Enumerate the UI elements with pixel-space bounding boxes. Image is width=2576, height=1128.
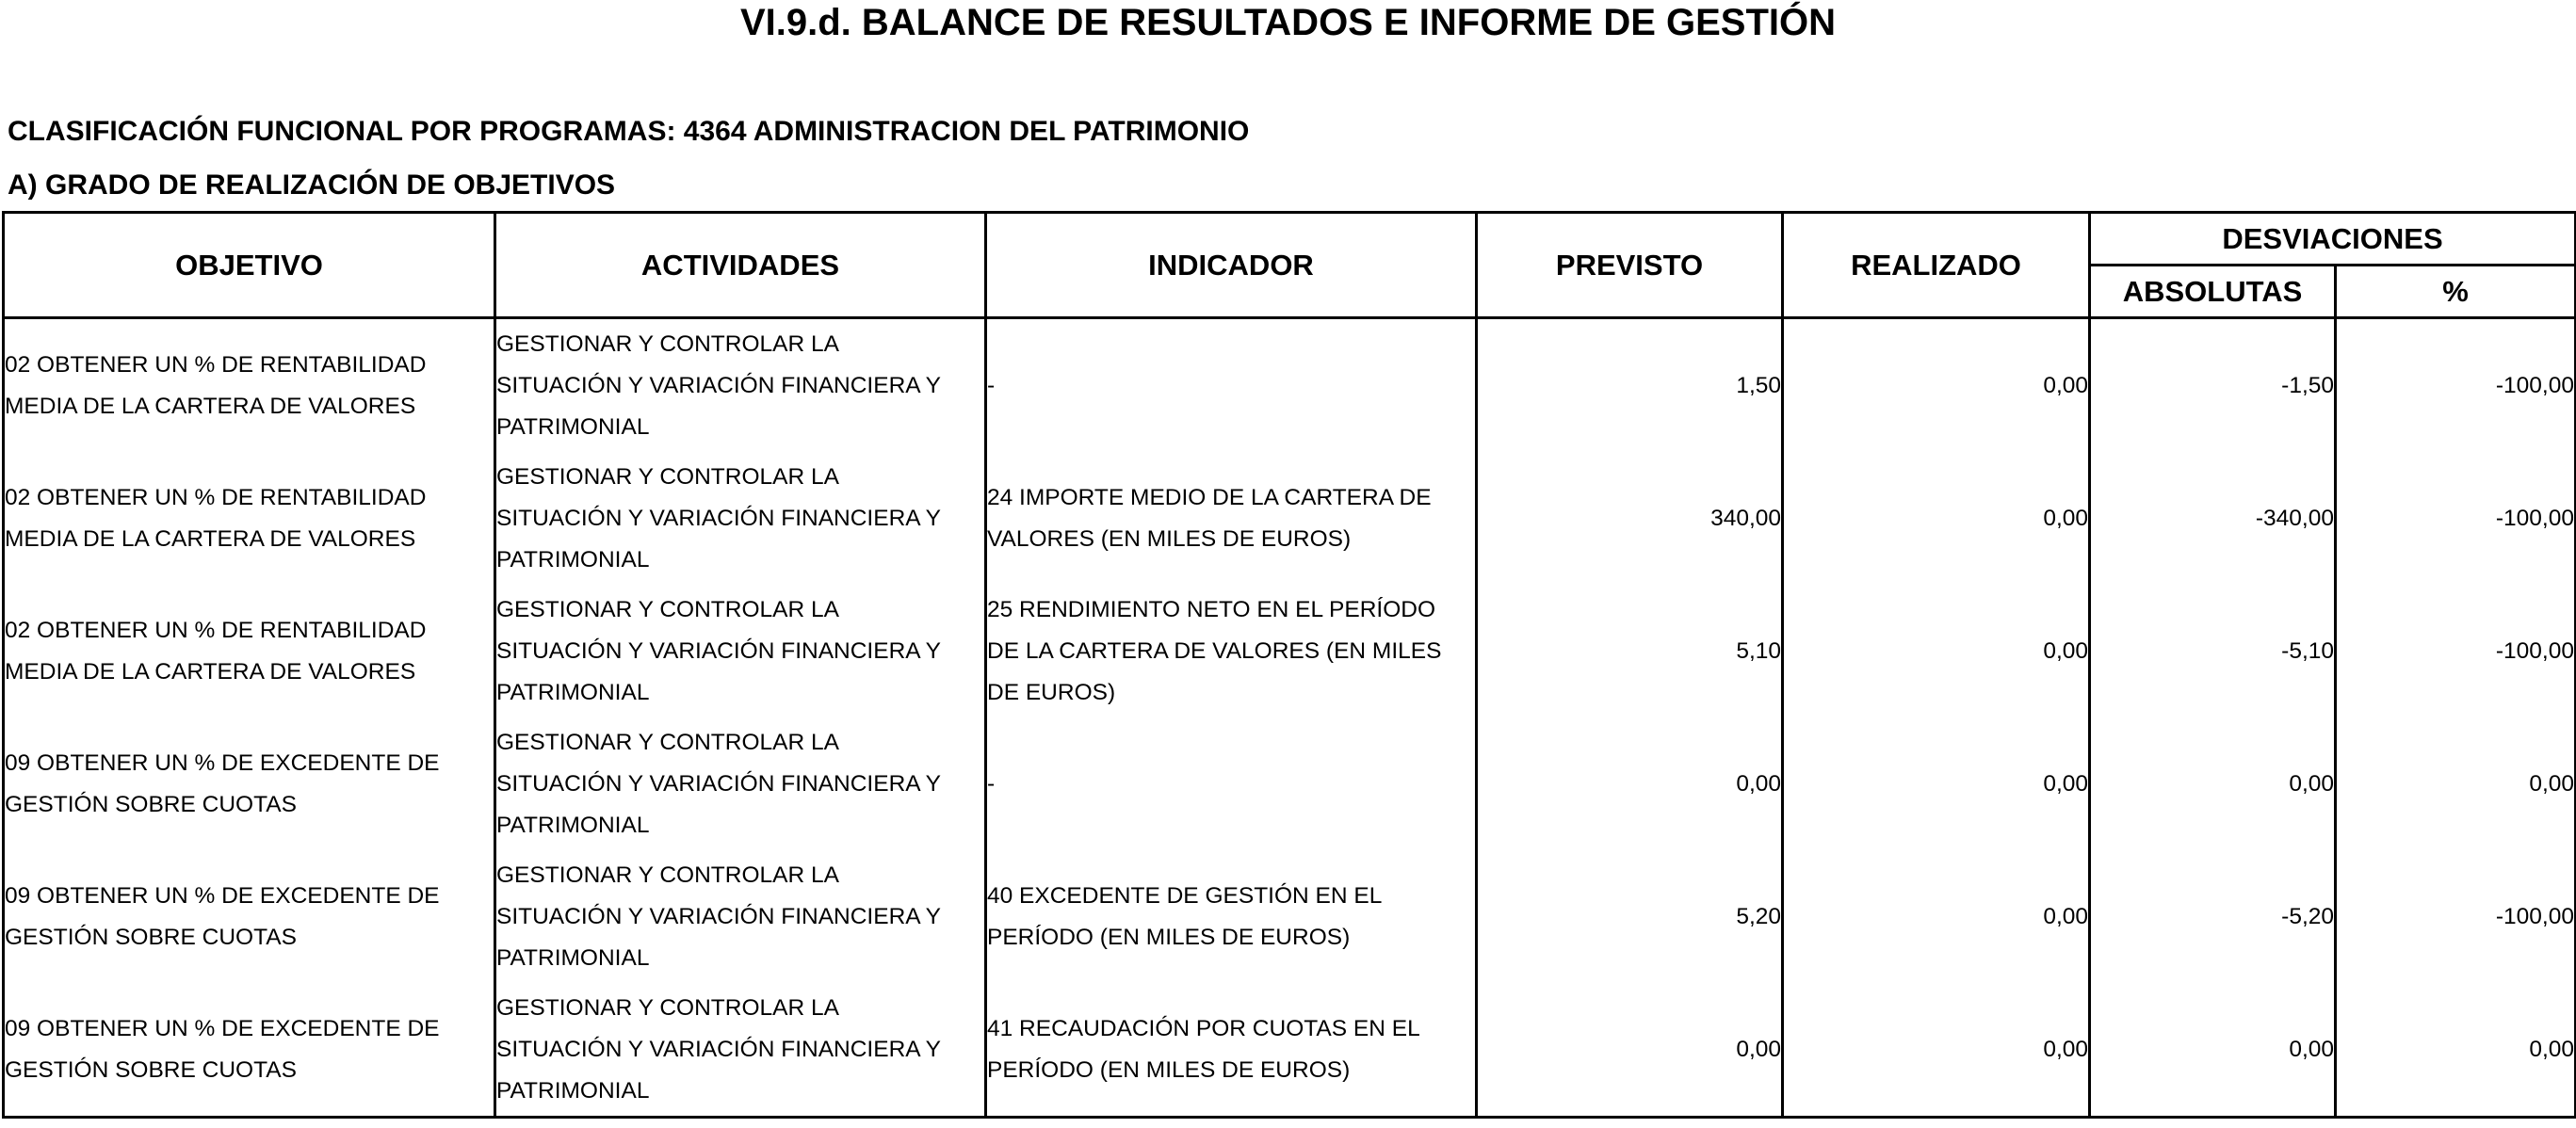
objetivo-line: 09 OBTENER UN % DE EXCEDENTE DE xyxy=(5,749,440,776)
actividades-line: PATRIMONIAL xyxy=(496,1077,650,1104)
header-realizado: REALIZADO xyxy=(1783,213,2090,318)
cell-absolutas: -1,50 xyxy=(2090,318,2336,453)
cell-previsto: 340,00 xyxy=(1477,452,1783,585)
actividades-line: PATRIMONIAL xyxy=(496,546,650,572)
actividades-line: GESTIONAR Y CONTROLAR LA xyxy=(496,862,839,888)
cell-realizado: 0,00 xyxy=(1783,850,2090,983)
cell-actividades xyxy=(495,717,986,850)
objetivo-line: 02 OBTENER UN % DE RENTABILIDAD xyxy=(5,617,427,643)
cell-objetivo xyxy=(4,717,495,850)
indicador-line: - xyxy=(987,372,996,398)
cell-porcentaje: -100,00 xyxy=(2336,452,2576,585)
actividades-line: GESTIONAR Y CONTROLAR LA xyxy=(496,463,839,490)
objetivo-line: 02 OBTENER UN % DE RENTABILIDAD xyxy=(5,484,427,510)
cell-actividades xyxy=(495,850,986,983)
actividades-line: SITUACIÓN Y VARIACIÓN FINANCIERA Y xyxy=(496,637,941,664)
header-objetivo: OBJETIVO xyxy=(4,213,495,318)
cell-absolutas: -5,20 xyxy=(2090,850,2336,983)
section-title: A) GRADO DE REALIZACIÓN DE OBJETIVOS xyxy=(8,169,616,201)
cell-actividades xyxy=(495,585,986,717)
cell-porcentaje: 0,00 xyxy=(2336,717,2576,850)
cell-objetivo xyxy=(4,318,495,453)
header-absolutas: ABSOLUTAS xyxy=(2090,266,2336,318)
objetivo-line: GESTIÓN SOBRE CUOTAS xyxy=(5,924,297,950)
actividades-line: GESTIONAR Y CONTROLAR LA xyxy=(496,729,839,755)
indicador-line: PERÍODO (EN MILES DE EUROS) xyxy=(987,924,1351,950)
page-title: VI.9.d. BALANCE DE RESULTADOS E INFORME DE GESTIÓN xyxy=(739,2,1837,43)
indicador-line: - xyxy=(987,770,996,797)
cell-porcentaje: -100,00 xyxy=(2336,850,2576,983)
table-body xyxy=(4,318,2576,1118)
actividades-line: SITUACIÓN Y VARIACIÓN FINANCIERA Y xyxy=(496,372,941,398)
table-row xyxy=(4,717,2576,850)
cell-objetivo xyxy=(4,452,495,585)
cell-previsto: 0,00 xyxy=(1477,983,1783,1118)
header-previsto: PREVISTO xyxy=(1477,213,1783,318)
actividades-line: PATRIMONIAL xyxy=(496,413,650,440)
cell-absolutas: 0,00 xyxy=(2090,983,2336,1118)
cell-previsto: 5,20 xyxy=(1477,850,1783,983)
header-desviaciones: DESVIACIONES xyxy=(2090,213,2576,266)
objectives-table xyxy=(2,211,2576,1119)
header-porcentaje: % xyxy=(2336,266,2576,318)
cell-absolutas: 0,00 xyxy=(2090,717,2336,850)
cell-previsto: 0,00 xyxy=(1477,717,1783,850)
cell-realizado: 0,00 xyxy=(1783,983,2090,1118)
table-row xyxy=(4,452,2576,585)
cell-actividades xyxy=(495,983,986,1118)
actividades-line: SITUACIÓN Y VARIACIÓN FINANCIERA Y xyxy=(496,903,941,929)
indicador-line: 25 RENDIMIENTO NETO EN EL PERÍODO xyxy=(987,596,1436,622)
indicador-line: 24 IMPORTE MEDIO DE LA CARTERA DE xyxy=(987,484,1432,510)
actividades-line: SITUACIÓN Y VARIACIÓN FINANCIERA Y xyxy=(496,1036,941,1062)
indicador-line: PERÍODO (EN MILES DE EUROS) xyxy=(987,1056,1351,1083)
objetivo-line: 02 OBTENER UN % DE RENTABILIDAD xyxy=(5,351,427,378)
table-row xyxy=(4,585,2576,717)
table-row xyxy=(4,983,2576,1118)
indicador-line: 41 RECAUDACIÓN POR CUOTAS EN EL xyxy=(987,1015,1420,1041)
cell-previsto: 5,10 xyxy=(1477,585,1783,717)
actividades-line: PATRIMONIAL xyxy=(496,812,650,838)
indicador-line: DE LA CARTERA DE VALORES (EN MILES xyxy=(987,637,1442,664)
indicador-line: VALORES (EN MILES DE EUROS) xyxy=(987,525,1352,552)
cell-indicador xyxy=(986,318,1477,453)
cell-absolutas: -5,10 xyxy=(2090,585,2336,717)
actividades-line: PATRIMONIAL xyxy=(496,944,650,971)
actividades-line: SITUACIÓN Y VARIACIÓN FINANCIERA Y xyxy=(496,770,941,797)
cell-indicador xyxy=(986,452,1477,585)
indicador-line: DE EUROS) xyxy=(987,679,1116,705)
cell-realizado: 0,00 xyxy=(1783,318,2090,453)
objetivo-line: MEDIA DE LA CARTERA DE VALORES xyxy=(5,393,416,419)
actividades-line: PATRIMONIAL xyxy=(496,679,650,705)
cell-realizado: 0,00 xyxy=(1783,717,2090,850)
cell-objetivo xyxy=(4,850,495,983)
actividades-line: SITUACIÓN Y VARIACIÓN FINANCIERA Y xyxy=(496,505,941,531)
objetivo-line: 09 OBTENER UN % DE EXCEDENTE DE xyxy=(5,882,440,909)
table-row xyxy=(4,850,2576,983)
actividades-line: GESTIONAR Y CONTROLAR LA xyxy=(496,994,839,1021)
table-row xyxy=(4,318,2576,453)
cell-actividades xyxy=(495,318,986,453)
objetivo-line: MEDIA DE LA CARTERA DE VALORES xyxy=(5,658,416,685)
objetivo-line: GESTIÓN SOBRE CUOTAS xyxy=(5,791,297,817)
cell-absolutas: -340,00 xyxy=(2090,452,2336,585)
cell-indicador xyxy=(986,717,1477,850)
cell-realizado: 0,00 xyxy=(1783,452,2090,585)
cell-indicador xyxy=(986,585,1477,717)
table-header xyxy=(4,213,2576,318)
cell-objetivo xyxy=(4,983,495,1118)
actividades-line: GESTIONAR Y CONTROLAR LA xyxy=(496,330,839,357)
cell-porcentaje: 0,00 xyxy=(2336,983,2576,1118)
cell-actividades xyxy=(495,452,986,585)
cell-indicador xyxy=(986,983,1477,1118)
objetivo-line: GESTIÓN SOBRE CUOTAS xyxy=(5,1056,297,1083)
cell-indicador xyxy=(986,850,1477,983)
actividades-line: GESTIONAR Y CONTROLAR LA xyxy=(496,596,839,622)
classification-heading: CLASIFICACIÓN FUNCIONAL POR PROGRAMAS: 4364 ADMINISTRACION DEL PATRIMONIO xyxy=(8,116,1250,147)
objetivo-line: MEDIA DE LA CARTERA DE VALORES xyxy=(5,525,416,552)
cell-porcentaje: -100,00 xyxy=(2336,585,2576,717)
indicador-line: 40 EXCEDENTE DE GESTIÓN EN EL xyxy=(987,882,1383,909)
cell-porcentaje: -100,00 xyxy=(2336,318,2576,453)
objetivo-line: 09 OBTENER UN % DE EXCEDENTE DE xyxy=(5,1015,440,1041)
cell-previsto: 1,50 xyxy=(1477,318,1783,453)
header-indicador: INDICADOR xyxy=(986,213,1477,318)
cell-realizado: 0,00 xyxy=(1783,585,2090,717)
header-actividades: ACTIVIDADES xyxy=(495,213,986,318)
cell-objetivo xyxy=(4,585,495,717)
